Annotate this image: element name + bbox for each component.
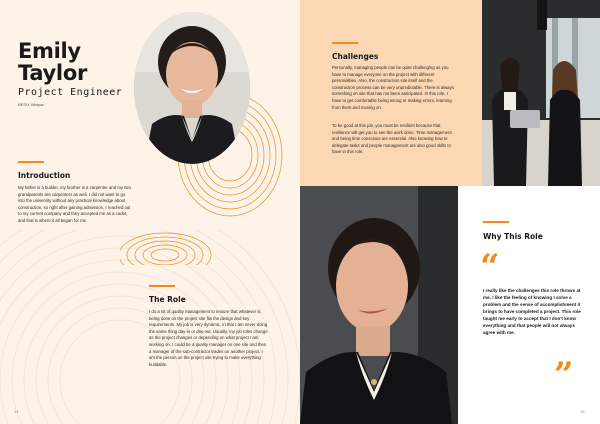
page-title bbox=[18, 40, 87, 84]
page-number-right: 15 bbox=[580, 409, 585, 414]
last-name: Taylor bbox=[18, 61, 88, 85]
role-accent-line bbox=[149, 285, 175, 287]
portrait-illustration bbox=[134, 12, 250, 164]
company-name: BESIX Watpac bbox=[18, 102, 45, 107]
why-this-role-quote: I really like the challenges this role throws at me. I like the feeling of knowing I solve a problem and the sense of accomplishment it brings to have completed a project. This role taught me early to accept that I don't know everything and that people will not always agree with me. bbox=[483, 288, 581, 335]
headshot-illustration bbox=[300, 186, 458, 424]
why-accent-line bbox=[483, 221, 509, 223]
portrait-photo bbox=[134, 12, 250, 164]
challenges-body-2: To be good at this job, you must be resilient because that resilience will get you to see the work done. Time management and being time conscious are essential. Also knowing how to delegate tasks and people management are also good skills to have in this role. bbox=[332, 123, 452, 155]
close-quote-icon: ” bbox=[554, 355, 574, 395]
open-quote-icon: “ bbox=[480, 247, 500, 287]
meeting-illustration bbox=[482, 0, 600, 186]
the-role-body: I do a lot of quality management to ensure that whatever is being done on the project site fits the design and key requirements. My job is very dynamic, in that I am never doing the same thing day-in or day-out. Usually, my job roles change as the project changes or depending on what project I am working on. I could be a quality manager on one site and then a manager of the sub-contractor trades on another project. I am the person on the project site trying to make everything buildable. bbox=[149, 309, 268, 367]
introduction-heading: Introduction bbox=[18, 171, 71, 180]
challenges-body-1: Personally, managing people can be quite challenging as you have to manage everyone on the project with different personalities. Also, the construction site itself and the construction process can be very unpredictable. There is always something on site that has not been anticipated. In this role, I have to get comfortable being wrong or making errors, learning from them and moving on. bbox=[332, 65, 454, 110]
the-role-heading: The Role bbox=[149, 295, 186, 304]
challenges-panel bbox=[300, 0, 482, 186]
job-title: Project Engineer bbox=[18, 87, 123, 98]
first-name: Emily bbox=[18, 39, 81, 63]
why-this-role-heading: Why This Role bbox=[483, 232, 543, 241]
page-number-left: 14 bbox=[14, 409, 19, 414]
introduction-body: My father is a builder, my brother is a carpenter and my two grandparents are carpenters as well. I did not want to go into the university without any practical knowledge about construction, so right after gaining admission, I reached out to my current company and they accepted me as a cadet, and that is where it all began for me. bbox=[18, 185, 131, 223]
meeting-photo bbox=[482, 0, 600, 186]
challenges-accent-line bbox=[332, 42, 358, 44]
headshot-photo bbox=[300, 186, 458, 424]
challenges-heading: Challenges bbox=[332, 52, 379, 61]
intro-accent-line bbox=[18, 161, 44, 163]
